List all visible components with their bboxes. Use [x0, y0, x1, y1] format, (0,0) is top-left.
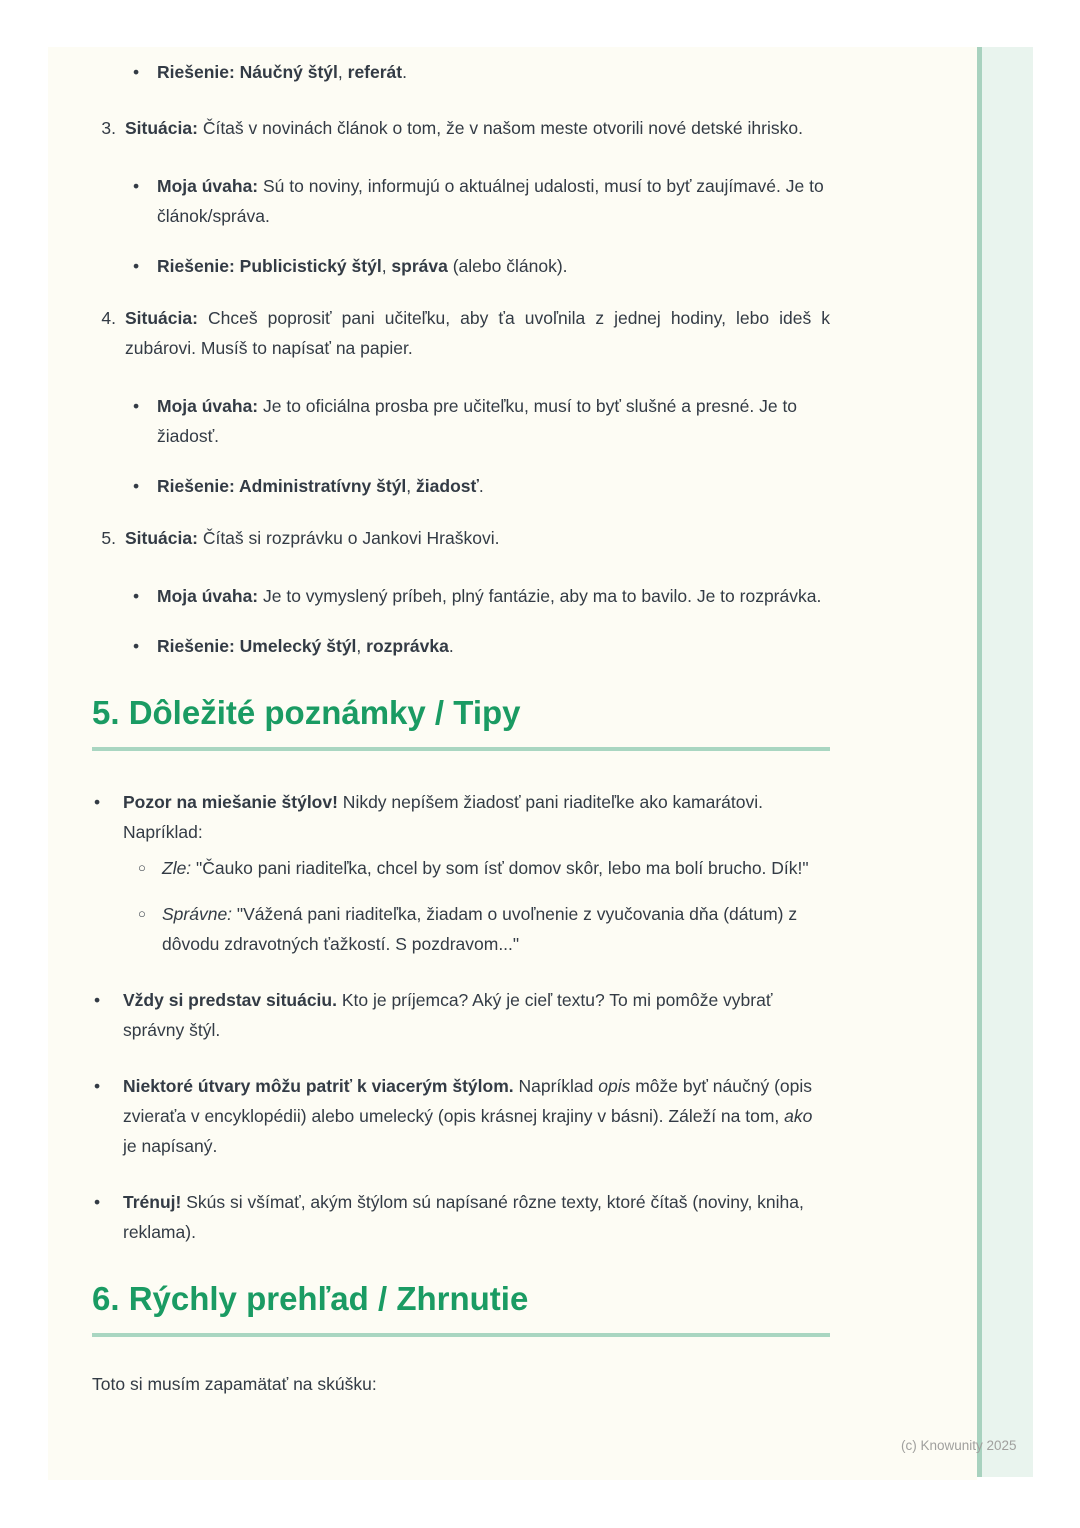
page-edge-strip: [977, 47, 1033, 1477]
situation-paragraph: Situácia: Čítaš si rozprávku o Jankovi Hraškovi.: [125, 528, 500, 548]
sub-bullet-list: [133, 581, 830, 661]
list-item: [133, 251, 830, 281]
example-item: [137, 853, 830, 883]
bullet-icon: •: [94, 792, 101, 812]
list-item-text: Riešenie: Umelecký štýl, rozprávka.: [157, 636, 454, 656]
list-item-text: Riešenie: Náučný štýl, referát.: [157, 62, 407, 82]
situation-paragraph: Situácia: Chceš poprosiť pani učiteľku, aby ťa uvoľnila z jednej hodiny, lebo ideš k zubárovi. Musíš to napísať na papier.: [125, 308, 830, 358]
numbered-item-3: [92, 113, 830, 281]
tip-text: Vždy si predstav situáciu. Kto je príjemca? Aký je cieľ textu? To mi pomôže vybrať správny štýl.: [123, 990, 773, 1040]
list-item-text: Riešenie: Publicistický štýl, správa (alebo článok).: [157, 256, 568, 276]
section-heading-tips: 5. Dôležité poznámky / Tipy: [92, 694, 521, 731]
bullet-icon: •: [94, 990, 101, 1010]
tip-text: Trénuj! Skús si všímať, akým štýlom sú napísané rôzne texty, ktoré čítaš (noviny, kniha, reklama).: [123, 1192, 804, 1242]
list-item: [133, 171, 830, 231]
tip-text: Pozor na miešanie štýlov! Nikdy nepíšem žiadosť pani riaditeľke ako kamarátovi. Napríklad:: [123, 792, 763, 842]
numbered-situations-list: [92, 113, 830, 661]
item-number: 3.: [101, 118, 116, 138]
document-page: [48, 47, 977, 1480]
bullet-icon: •: [133, 396, 140, 416]
bullet-icon: •: [133, 62, 140, 82]
list-item-text: Moja úvaha: Je to vymyslený príbeh, plný fantázie, aby ma to bavilo. Je to rozprávka.: [157, 586, 822, 606]
example-list: [137, 853, 830, 959]
sub-bullet-list: [133, 171, 830, 281]
list-item: [133, 391, 830, 451]
numbered-item-4: [92, 303, 830, 501]
document-content: [48, 47, 977, 1399]
bullet-icon: •: [133, 636, 140, 656]
list-item: [133, 57, 830, 87]
section-heading-summary: 6. Rýchly prehľad / Zhrnutie: [92, 1280, 529, 1317]
bullet-icon: •: [133, 586, 140, 606]
list-item-text: Moja úvaha: Je to oficiálna prosba pre učiteľku, musí to byť slušné a presné. Je to žiadosť.: [157, 396, 798, 446]
bullet-icon: •: [94, 1192, 101, 1212]
bullet-icon: •: [94, 1076, 101, 1096]
circle-bullet-icon: ○: [138, 860, 146, 875]
heading-divider: [92, 747, 830, 751]
sub-bullet-list: [133, 391, 830, 501]
carryover-bullet-list: [133, 57, 830, 87]
example-text: Správne: "Vážená pani riaditeľka, žiadam o uvoľnenie z vyučovania dňa (dátum) z dôvodu zdravotných ťažkostí. S pozdravom...": [162, 904, 798, 954]
example-item: [137, 899, 830, 959]
bullet-icon: •: [133, 176, 140, 196]
tip-item: [92, 985, 830, 1045]
list-item: [133, 631, 830, 661]
tips-list: [92, 787, 830, 1247]
bullet-icon: •: [133, 476, 140, 496]
situation-paragraph: Situácia: Čítaš v novinách článok o tom, že v našom meste otvorili nové detské ihrisko.: [125, 118, 803, 138]
list-item-text: Moja úvaha: Sú to noviny, informujú o aktuálnej udalosti, musí to byť zaujímavé. Je to článok/správa.: [157, 176, 824, 226]
bullet-icon: •: [133, 256, 140, 276]
tip-item: [92, 1187, 830, 1247]
numbered-item-5: [92, 523, 830, 661]
list-item: [133, 471, 830, 501]
circle-bullet-icon: ○: [138, 906, 146, 921]
example-text: Zle: "Čauko pani riaditeľka, chcel by som ísť domov skôr, lebo ma bolí brucho. Dík!": [162, 858, 809, 878]
summary-intro-text: Toto si musím zapamätať na skúšku:: [92, 1374, 377, 1394]
tip-text: Niektoré útvary môžu patriť k viacerým štýlom. Napríklad opis môže byť náučný (opis zvieraťa v encyklopédii) alebo umelecký (opis krásnej krajiny v básni). Záleží na tom, ako je napísaný.: [123, 1076, 813, 1156]
list-item: [133, 581, 830, 611]
item-number: 5.: [101, 528, 116, 548]
tip-item: [92, 1071, 830, 1161]
tip-item: [92, 787, 830, 959]
heading-divider: [92, 1333, 830, 1337]
list-item-text: Riešenie: Administratívny štýl, žiadosť.: [157, 476, 484, 496]
copyright-notice: (c) Knowunity 2025: [901, 1438, 1017, 1453]
item-number: 4.: [101, 308, 116, 328]
